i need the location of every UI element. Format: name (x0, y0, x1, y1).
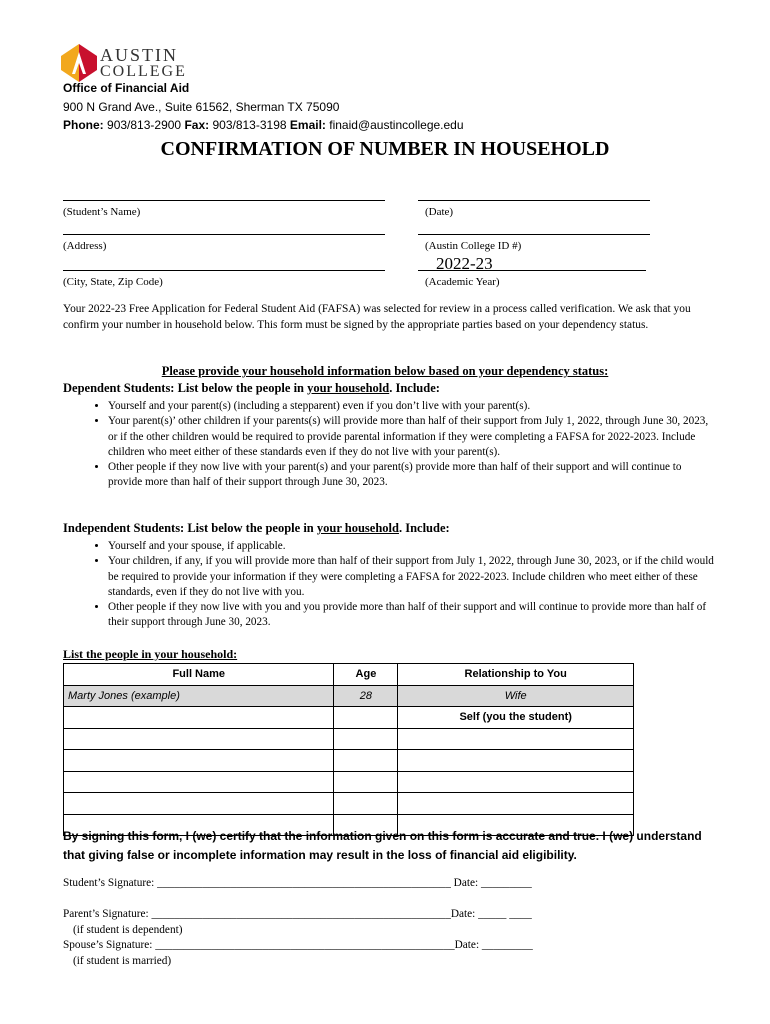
table-row (64, 728, 634, 750)
austin-college-logo-mark (61, 44, 97, 82)
example-relationship: Wife (398, 685, 634, 707)
list-item: • Your children, if any, if you will provide more than half of their support from July 1, 2022, through June 30, 2023, or if the child would be required to provide your information if they were completing a FAFSA for 2022-2023. Include children who meet either of these standards, even if they do not live with you. (108, 554, 718, 600)
logo-wordmark-austin: AUSTIN (100, 45, 178, 65)
dependent-list (88, 399, 718, 491)
contact-line (63, 118, 464, 132)
certification-statement: By signing this form, I (we) certify that the information given on this form is accurate and true. I (we) understand that giving false or incomplete information may result in the loss of financial aid eligibility. (63, 829, 702, 862)
independent-heading-text: Independent Students: List below the people in (63, 521, 317, 535)
independent-heading-underlined: your household (316, 521, 399, 535)
table-row (64, 793, 634, 815)
age-cell[interactable] (334, 771, 398, 793)
independent-heading-include: . Include: (398, 521, 450, 535)
office-name: Office of Financial Aid (63, 81, 190, 95)
relationship-cell[interactable] (398, 728, 634, 750)
spouse-signature-line[interactable]: Spouse’s Signature: _____________________________________________________Date: _________ (63, 939, 533, 951)
dependent-heading (63, 381, 440, 396)
date-field[interactable] (418, 200, 650, 201)
age-cell[interactable] (334, 728, 398, 750)
email-label: Email: (289, 118, 326, 132)
name-cell[interactable] (64, 793, 334, 815)
dependent-heading-underlined: your household (307, 381, 390, 395)
address-field[interactable] (63, 234, 385, 235)
self-relationship: Self (you the student) (398, 707, 634, 729)
list-item: • Yourself and your spouse, if applicable. (108, 539, 718, 554)
parent-signature-note: (if student is dependent) (73, 924, 183, 936)
student-signature-line[interactable]: Student’s Signature: ____________________________________________________ Date: _________ (63, 877, 532, 889)
academic-year-label: (Academic Year) (425, 276, 500, 288)
fax-label: Fax: (184, 118, 210, 132)
academic-year-value: 2022-23 (436, 254, 493, 273)
column-header-relationship: Relationship to You (398, 664, 634, 686)
self-name-cell[interactable] (64, 707, 334, 729)
college-id-field[interactable] (418, 234, 650, 235)
relationship-cell[interactable] (398, 771, 634, 793)
household-list-caption: List the people in your household: (63, 647, 238, 661)
column-header-full-name: Full Name (64, 664, 334, 686)
email-value: finaid@austincollege.edu (329, 118, 464, 132)
city-state-zip-field[interactable] (63, 270, 385, 271)
example-name: Marty Jones (example) (64, 685, 334, 707)
college-id-label: (Austin College ID #) (425, 240, 522, 252)
office-address: 900 N Grand Ave., Suite 61562, Sherman TX 75090 (63, 100, 340, 114)
form-title: CONFIRMATION OF NUMBER IN HOUSEHOLD (160, 138, 610, 160)
table-row (64, 771, 634, 793)
phone-label: Phone: (63, 118, 104, 132)
logo-wordmark-college: COLLEGE (100, 63, 187, 80)
city-state-zip-label: (City, State, Zip Code) (63, 276, 163, 288)
household-table (63, 663, 634, 836)
list-item: • Yourself and your parent(s) (including a stepparent) even if you don’t live with your parent(s). (108, 399, 718, 414)
table-header-row (64, 664, 634, 686)
age-cell[interactable] (334, 750, 398, 772)
self-age-cell[interactable] (334, 707, 398, 729)
list-item: • Other people if they now live with you and you provide more than half of their support and will continue to provide more than half of their support through June 30, 2023. (108, 600, 718, 631)
student-name-field[interactable] (63, 200, 385, 201)
independent-list (88, 539, 718, 631)
dependent-heading-include: . Include: (389, 381, 440, 395)
age-cell[interactable] (334, 793, 398, 815)
date-label: (Date) (425, 206, 454, 218)
intro-paragraph: Your 2022-23 Free Application for Federal Student Aid (FAFSA) was selected for review in a process called verification. We ask that you confirm your number in household below. This form must be signed by the appropriate parties based on your dependency status. (63, 303, 691, 331)
name-cell[interactable] (64, 771, 334, 793)
relationship-cell[interactable] (398, 793, 634, 815)
fax-value: 903/813-3198 (212, 118, 287, 132)
dependent-heading-text: Dependent Students: List below the people in (63, 381, 308, 395)
example-age: 28 (334, 685, 398, 707)
address-label: (Address) (63, 240, 107, 252)
relationship-cell[interactable] (398, 750, 634, 772)
list-item: • Your parent(s)’ other children if your parents(s) will provide more than half of their support from July 1, 2022, through June 30, 2023, or if the other children would be required to provide parental information if they were completing a FAFSA for 2022-2023. Include children who meet either of these standards even if they do not live with your parent(s). (108, 414, 718, 460)
column-header-age: Age (334, 664, 398, 686)
name-cell[interactable] (64, 750, 334, 772)
parent-signature-line[interactable]: Parent’s Signature: _____________________________________________________Date: _____ ____ (63, 908, 532, 920)
table-row (64, 750, 634, 772)
spouse-signature-note: (if student is married) (73, 955, 172, 967)
example-row (64, 685, 634, 707)
list-item: • Other people if they now live with your parent(s) and your parent(s) provide more than half of their support and will continue to provide more than half of their support through June 30, 2023. (108, 460, 718, 491)
phone-value: 903/813-2900 (107, 118, 182, 132)
self-row (64, 707, 634, 729)
student-name-label: (Student’s Name) (63, 206, 141, 218)
name-cell[interactable] (64, 728, 334, 750)
independent-heading (63, 521, 450, 536)
household-heading: Please provide your household information below based on your dependency status: (161, 364, 609, 378)
